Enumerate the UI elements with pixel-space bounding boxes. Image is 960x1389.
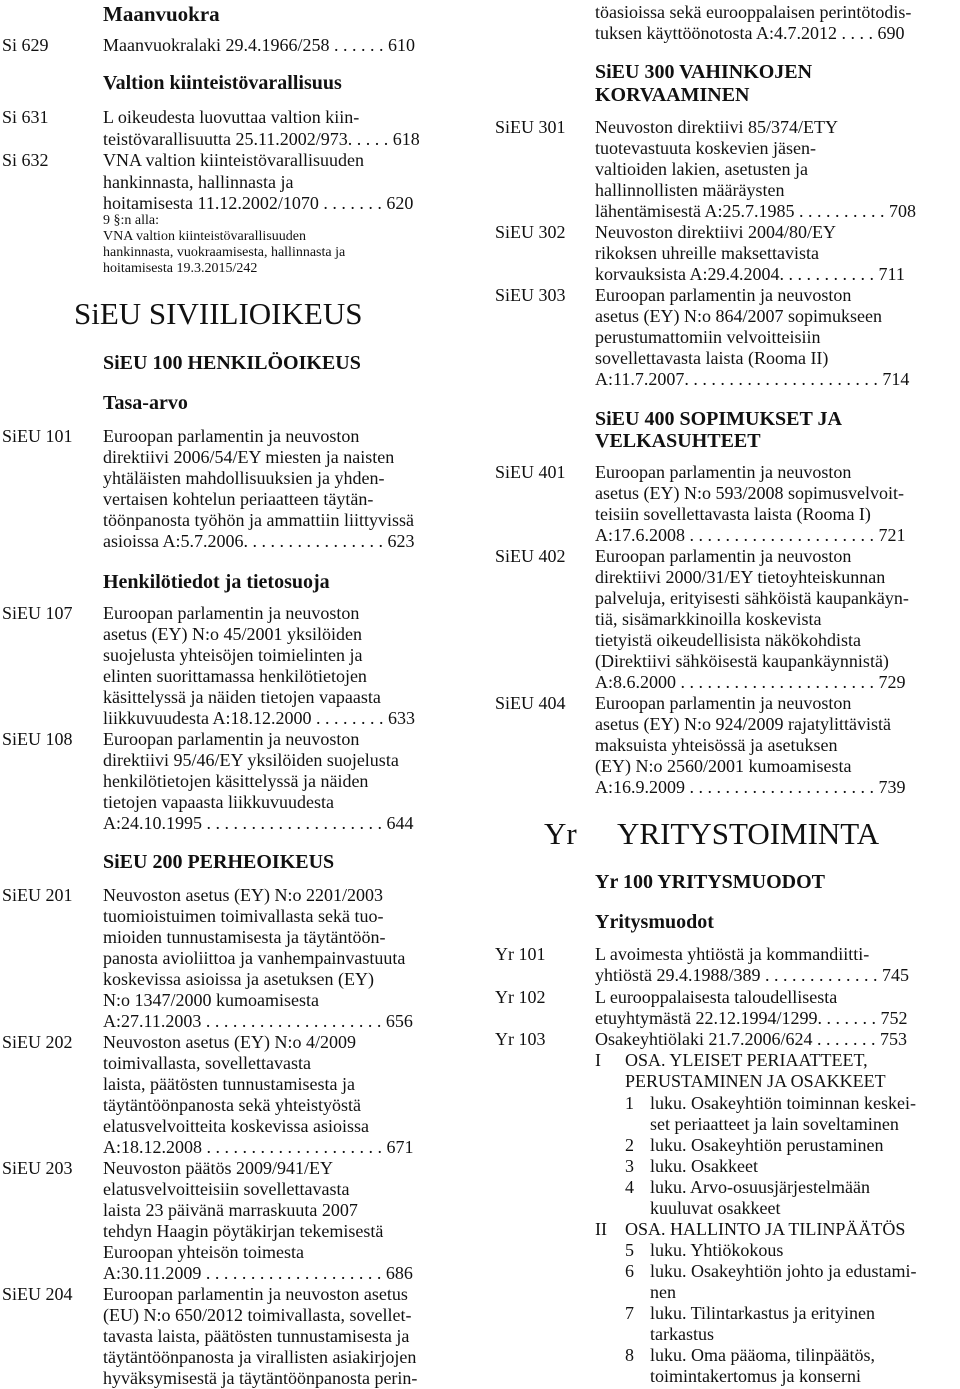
toc-line: kuuluvat osakkeet	[650, 1198, 781, 1218]
entry-line: A:17.6.2008 . . . . . . . . . . . . . . . . . . . . . 721	[595, 525, 906, 545]
entry-line: Euroopan yhteisön toimesta	[103, 1242, 304, 1262]
entry-line: tietojen vapaasta liikkuvuudesta	[103, 792, 334, 812]
entry-line: asetus (EY) N:o 924/2009 rajatylittävistä	[595, 714, 891, 734]
entry-line: asetus (EY) N:o 864/2007 sopimukseen	[595, 306, 882, 326]
toc-number: II	[595, 1219, 607, 1239]
toc-line: luku. Oma pääoma, tilinpäätös,	[650, 1345, 875, 1365]
note-line: hankinnasta, vuokraamisesta, hallinnasta ja	[103, 245, 346, 260]
toc-line: luku. Osakeyhtiön johto ja edustami-	[650, 1261, 917, 1281]
entry-line: valtioiden lakien, asetusten ja	[595, 159, 808, 179]
heading-sopimukset: SiEU 400 SOPIMUKSET JA	[595, 408, 842, 430]
entry-line: Osakeyhtiölaki 21.7.2006/624 . . . . . . . 753	[595, 1029, 907, 1049]
toc-line: luku. Arvo-osuusjärjestelmään	[650, 1177, 870, 1197]
entry-code: SiEU 303	[495, 285, 566, 305]
entry-line: tuomioistuimen toimivallasta sekä tuo-	[103, 906, 384, 926]
entry-line: panosta avioliittoa ja vanhempainvastuuta	[103, 948, 406, 968]
entry-code: SiEU 204	[2, 1284, 73, 1304]
note-line: VNA valtion kiinteistövarallisuuden	[103, 229, 306, 244]
entry-code: SiEU 203	[2, 1158, 73, 1178]
toc-line: toimintakertomus ja konserni	[650, 1366, 861, 1386]
toc-line: luku. Tilintarkastus ja erityinen	[650, 1303, 875, 1323]
subheading-henkilotiedot: Henkilötiedot ja tietosuoja	[103, 571, 330, 593]
entry-line: tiä, sisämarkkinoilla koskevista	[595, 609, 822, 629]
entry-line: teistövarallisuutta 25.11.2002/973. . . . . 618	[103, 129, 420, 149]
toc-line: nen	[650, 1282, 676, 1302]
entry-line: hoitamisesta 11.12.2002/1070 . . . . . . . 620	[103, 193, 414, 213]
entry-line: perustumattomiin velvoitteisiin	[595, 327, 821, 347]
entry-line: Euroopan parlamentin ja neuvoston	[595, 285, 852, 305]
entry-line: direktiivi 2006/54/EY miesten ja naisten	[103, 447, 395, 467]
note-line: 9 §:n alla:	[103, 213, 159, 228]
entry-line: suojelusta yhteisöjen toimielinten ja	[103, 645, 363, 665]
entry-line: laista, päätösten tunnustamisesta ja	[103, 1074, 355, 1094]
entry-line: tavasta laista, päätösten tunnustamisesta ja	[103, 1326, 410, 1346]
entry-line: (EY) N:o 2560/2001 kumoamisesta	[595, 756, 852, 776]
entry-line: rikoksen uhreille maksettavista	[595, 243, 819, 263]
entry-line: Neuvoston direktiivi 2004/80/EY	[595, 222, 836, 242]
entry-line: Euroopan parlamentin ja neuvoston	[595, 693, 852, 713]
entry-line: yhtiöstä 29.4.1988/389 . . . . . . . . . . . . . 745	[595, 965, 909, 985]
entry-code: Si 632	[2, 150, 49, 170]
entry-line: täytäntöönpanosta sekä yhteistyöstä	[103, 1095, 361, 1115]
entry-line: mioiden tunnustamisesta ja täytäntöön-	[103, 927, 386, 947]
entry-code: SiEU 107	[2, 603, 73, 623]
heading-vahinko: KORVAAMINEN	[595, 84, 750, 106]
entry-line: A:16.9.2009 . . . . . . . . . . . . . . . . . . . . . 739	[595, 777, 906, 797]
entry-line: liikkuvuudesta A:18.12.2000 . . . . . . . . 633	[103, 708, 415, 728]
entry-line: VNA valtion kiinteistövarallisuuden	[103, 150, 364, 170]
toc-number: 4	[625, 1177, 634, 1197]
entry-line: Euroopan parlamentin ja neuvoston	[103, 426, 360, 446]
entry-line: tehdyn Haagin pöytäkirjan tekemisestä	[103, 1221, 384, 1241]
toc-line: luku. Osakeyhtiön toiminnan keskei-	[650, 1093, 916, 1113]
entry-line: hankinnasta, hallinnasta ja	[103, 172, 294, 192]
entry-line: A:11.7.2007. . . . . . . . . . . . . . . . . . . . . . 714	[595, 369, 910, 389]
entry-line: käsittelyssä ja näiden tietojen vapaasta	[103, 687, 381, 707]
entry-line: L eurooppalaisesta taloudellisesta	[595, 987, 838, 1007]
entry-line: elatusvelvoitteita koskevissa asioissa	[103, 1116, 369, 1136]
heading-sopimukset: VELKASUHTEET	[595, 430, 761, 452]
entry-code: SiEU 402	[495, 546, 566, 566]
toc-number: 8	[625, 1345, 634, 1365]
entry-code: SiEU 101	[2, 426, 73, 446]
entry-line: laista 23 päivänä marraskuuta 2007	[103, 1200, 358, 1220]
entry-line: L oikeudesta luovuttaa valtion kiin-	[103, 107, 360, 127]
heading-henkilooikeus: SiEU 100 HENKILÖOIKEUS	[103, 352, 361, 374]
toc-number: 6	[625, 1261, 634, 1281]
entry-line: A:24.10.1995 . . . . . . . . . . . . . . . . . . . . 644	[103, 813, 414, 833]
toc-line: tarkastus	[650, 1324, 714, 1344]
entry-code: SiEU 404	[495, 693, 566, 713]
entry-code: SiEU 302	[495, 222, 566, 242]
entry-line: vertaisen kohtelun periaatteen täytän-	[103, 489, 374, 509]
heading-vahinko: SiEU 300 VAHINKOJEN	[595, 61, 813, 83]
toc-line: OSA. YLEISET PERIAATTEET,	[625, 1050, 868, 1070]
entry-line: asioissa A:5.7.2006. . . . . . . . . . . . . . . . 623	[103, 531, 415, 551]
entry-line: L avoimesta yhtiöstä ja kommandiitti-	[595, 944, 870, 964]
entry-code: Si 629	[2, 35, 49, 55]
entry-line: N:o 1347/2000 kumoamisesta	[103, 990, 319, 1010]
entry-line: A:18.12.2008 . . . . . . . . . . . . . . . . . . . . 671	[103, 1137, 414, 1157]
entry-code: Si 631	[2, 107, 49, 127]
entry-line: A:8.6.2000 . . . . . . . . . . . . . . . . . . . . . . 729	[595, 672, 906, 692]
entry-line: direktiivi 2000/31/EY tietoyhteiskunnan	[595, 567, 886, 587]
entry-line: henkilötietojen käsittelyssä ja näiden	[103, 771, 369, 791]
entry-line: hallinnollisten määräysten	[595, 180, 785, 200]
heading-perheoikeus: SiEU 200 PERHEOIKEUS	[103, 851, 335, 873]
entry-line: koskevissa asioissa ja asetuksen (EY)	[103, 969, 374, 989]
entry-line: maksuista yhteisössä ja asetuksen	[595, 735, 838, 755]
toc-line: PERUSTAMINEN JA OSAKKEET	[625, 1071, 886, 1091]
section-title-siviilioikeus: SiEU SIVIILIOIKEUS	[74, 296, 363, 331]
entry-line: Neuvoston asetus (EY) N:o 2201/2003	[103, 885, 383, 905]
entry-line: yhtäläisten mahdollisuuksien ja yhden-	[103, 468, 385, 488]
heading-valtion-kiinteisto: Valtion kiinteistövarallisuus	[103, 72, 342, 94]
entry-line: Euroopan parlamentin ja neuvoston	[595, 546, 852, 566]
entry-line: Neuvoston päätös 2009/941/EY	[103, 1158, 333, 1178]
entry-line: Euroopan parlamentin ja neuvoston	[103, 603, 360, 623]
entry-line: (EU) N:o 650/2012 toimivallasta, sovellet-	[103, 1305, 412, 1325]
entry-code: SiEU 202	[2, 1032, 73, 1052]
entry-line: töönpanosta työhön ja ammattiin liittyvissä	[103, 510, 414, 530]
entry-line: direktiivi 95/46/EY yksilöiden suojelusta	[103, 750, 399, 770]
entry-line: korvauksista A:29.4.2004. . . . . . . . . . . 711	[595, 264, 905, 284]
entry-line: palveluja, erityisesti sähköistä kaupankäyn-	[595, 588, 909, 608]
entry-line: Neuvoston asetus (EY) N:o 4/2009	[103, 1032, 356, 1052]
entry-line: A:30.11.2009 . . . . . . . . . . . . . . . . . . . . 686	[103, 1263, 413, 1283]
entry-line: lähentämisestä A:25.7.1985 . . . . . . . . . . 708	[595, 201, 916, 221]
heading-yritysmuodot: Yr 100 YRITYSMUODOT	[595, 871, 826, 893]
toc-line: luku. Osakkeet	[650, 1156, 758, 1176]
entry-line: elinten suorittamassa henkilötietojen	[103, 666, 367, 686]
section-title-yritystoiminta: YRITYSTOIMINTA	[617, 816, 880, 851]
entry-line: Euroopan parlamentin ja neuvoston	[595, 462, 852, 482]
section-code-yr: Yr	[544, 816, 577, 851]
entry-line: etuyhtymästä 22.12.1994/1299. . . . . . . 752	[595, 1008, 908, 1028]
entry-code: Yr 101	[495, 944, 546, 964]
entry-code: SiEU 201	[2, 885, 73, 905]
entry-line: Neuvoston direktiivi 85/374/ETY	[595, 117, 838, 137]
toc-number: 3	[625, 1156, 634, 1176]
entry-code: SiEU 401	[495, 462, 566, 482]
entry-line: elatusvelvoitteisiin sovellettavasta	[103, 1179, 350, 1199]
entry-line: töasioissa sekä eurooppalaisen perintötodis-	[595, 2, 912, 22]
subheading-yritysmuodot: Yritysmuodot	[595, 911, 714, 933]
entry-line: A:27.11.2003 . . . . . . . . . . . . . . . . . . . . 656	[103, 1011, 413, 1031]
entry-code: SiEU 108	[2, 729, 73, 749]
entry-code: SiEU 301	[495, 117, 566, 137]
note-line: hoitamisesta 19.3.2015/242	[103, 261, 258, 276]
entry-line: asetus (EY) N:o 45/2001 yksilöiden	[103, 624, 362, 644]
entry-line: teisiin sovellettavasta laista (Rooma I)	[595, 504, 871, 524]
entry-line: tuotevastuuta koskevien jäsen-	[595, 138, 816, 158]
toc-line: set periaatteet ja lain soveltaminen	[650, 1114, 899, 1134]
toc-line: luku. Osakeyhtiön perustaminen	[650, 1135, 884, 1155]
entry-line: täytäntöönpanosta ja virallisten asiakirjojen	[103, 1347, 417, 1367]
toc-number: 7	[625, 1303, 634, 1323]
entry-code: Yr 103	[495, 1029, 546, 1049]
entry-code: Yr 102	[495, 987, 546, 1007]
toc-line: luku. Yhtiökokous	[650, 1240, 784, 1260]
entry-line: sovellettavasta laista (Rooma II)	[595, 348, 829, 368]
entry-line: Euroopan parlamentin ja neuvoston asetus	[103, 1284, 408, 1304]
entry-line: Euroopan parlamentin ja neuvoston	[103, 729, 360, 749]
toc-line: OSA. HALLINTO JA TILINPÄÄTÖS	[625, 1219, 906, 1239]
subheading-tasa-arvo: Tasa-arvo	[103, 392, 188, 414]
entry-line: hyväksymisestä ja täytäntöönpanosta perin-	[103, 1368, 418, 1388]
toc-number: I	[595, 1050, 601, 1070]
entry-line: (Direktiivi sähköisestä kaupankäynnistä)	[595, 651, 889, 671]
entry-line: tuksen käyttöönotosta A:4.7.2012 . . . . 690	[595, 23, 905, 43]
entry-line: toimivallasta, sovellettavasta	[103, 1053, 311, 1073]
toc-number: 5	[625, 1240, 634, 1260]
toc-number: 1	[625, 1093, 634, 1113]
toc-number: 2	[625, 1135, 634, 1155]
entry-line: asetus (EY) N:o 593/2008 sopimusvelvoit-	[595, 483, 904, 503]
entry-line: tietyistä oikeudellisista näkökohdista	[595, 630, 861, 650]
entry-line: Maanvuokralaki 29.4.1966/258 . . . . . . 610	[103, 35, 415, 55]
heading-maanvuokra: Maanvuokra	[103, 2, 220, 26]
